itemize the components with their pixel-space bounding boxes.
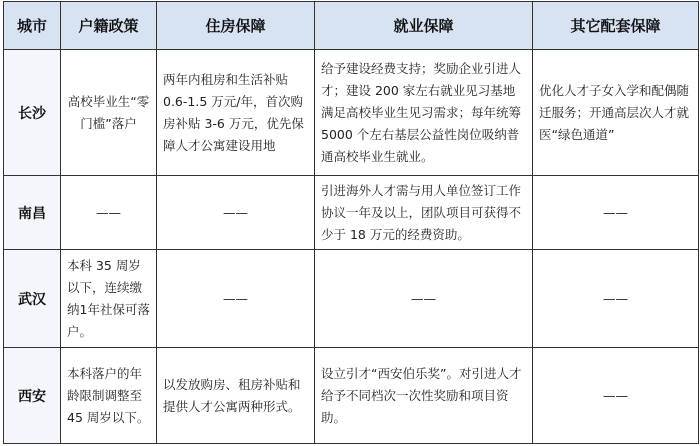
other-cell: —— — [533, 176, 699, 250]
employment-cell: 设立引才“西安伯乐奖”。对引进人才给予不同档次一次性奖励和项目资助。 — [315, 348, 533, 444]
table-row — [4, 250, 699, 348]
header-hukou: 户籍政策 — [61, 2, 157, 50]
table-row — [4, 348, 699, 444]
header-other: 其它配套保障 — [533, 2, 699, 50]
header-row — [4, 2, 699, 50]
other-cell: —— — [533, 250, 699, 348]
housing-cell: —— — [157, 176, 315, 250]
employment-cell: 引进海外人才需与用人单位签订工作协议一年及以上，团队项目可获得不少于 18 万元的经费资助。 — [315, 176, 533, 250]
header-housing: 住房保障 — [157, 2, 315, 50]
table-row — [4, 176, 699, 250]
city-cell: 西安 — [4, 348, 61, 444]
employment-cell: 给予建设经费支持；奖励企业引进人才；建设 200 家左右就业见习基地满足高校毕业生见习需求；每年统筹 5000 个左右基层公益性岗位吸纳普通高校毕业生就业。 — [315, 50, 533, 176]
city-cell: 长沙 — [4, 50, 61, 176]
header-city: 城市 — [4, 2, 61, 50]
employment-cell: —— — [315, 250, 533, 348]
hukou-cell: —— — [61, 176, 157, 250]
housing-cell: 两年内租房和生活补贴 0.6-1.5 万元/年，首次购房补贴 3-6 万元，优先保障人才公寓建设用地 — [157, 50, 315, 176]
hukou-cell: 本科落户的年龄限制调整至 45 周岁以下。 — [61, 348, 157, 444]
city-cell: 武汉 — [4, 250, 61, 348]
housing-cell: 以发放购房、租房补贴和提供人才公寓两种形式。 — [157, 348, 315, 444]
city-cell: 南昌 — [4, 176, 61, 250]
housing-cell: —— — [157, 250, 315, 348]
hukou-cell: 高校毕业生“零门槛”落户 — [61, 50, 157, 176]
other-cell: —— — [533, 348, 699, 444]
other-cell: 优化人才子女入学和配偶随迁服务；开通高层次人才就医“绿色通道” — [533, 50, 699, 176]
hukou-cell: 本科 35 周岁以下，连续缴纳1年社保可落户。 — [61, 250, 157, 348]
policy-table — [3, 1, 699, 444]
table-row — [4, 50, 699, 176]
header-employment: 就业保障 — [315, 2, 533, 50]
